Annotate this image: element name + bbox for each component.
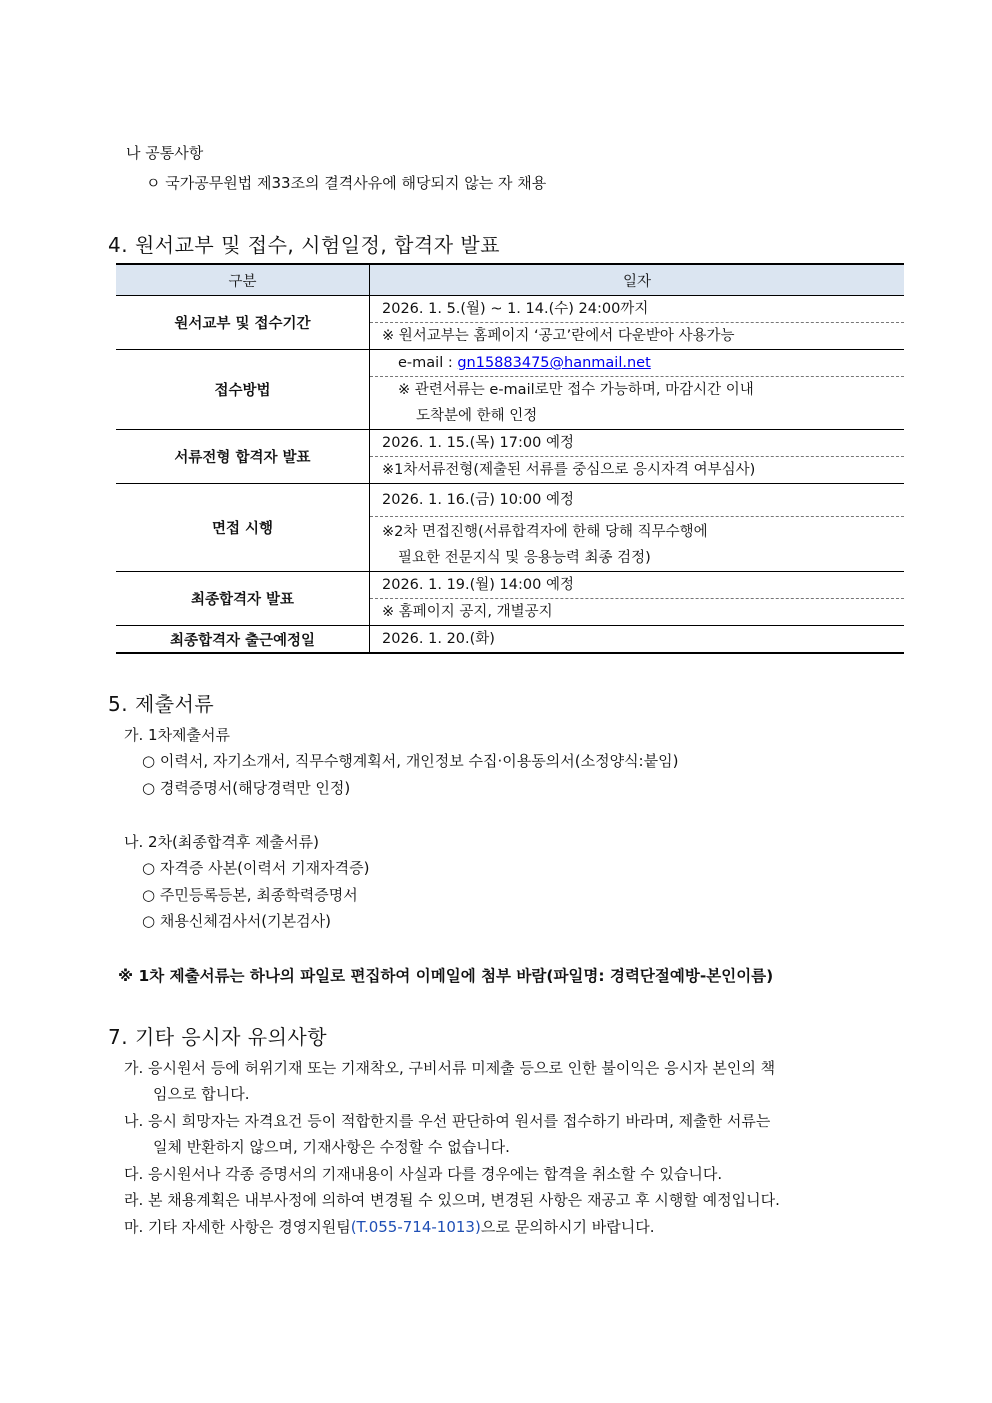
table-header-row [116, 264, 904, 296]
list-item: ○ 자격증 사본(이력서 기재자격증) [142, 859, 370, 877]
row-note-line: ※ 홈페이지 공지, 개별공지 [382, 604, 553, 620]
section5-title: 5. 제출서류 [108, 692, 215, 716]
contact-prefix: 마. 기타 자세한 사항은 경영지원팀 [124, 1218, 351, 1236]
row-date-cell [370, 350, 905, 430]
row-note-line: ※ 원서교부는 홈페이지 ‘공고’란에서 다운받아 사용가능 [382, 328, 735, 344]
docs-second-heading: 나. 2차(최종합격후 제출서류) [124, 833, 319, 851]
header-date: 일자 [370, 264, 905, 296]
row-note-line: 필요한 전문지식 및 응용능력 최종 검정) [398, 550, 651, 566]
row-note-line: ※ 관련서류는 e-mail로만 접수 가능하며, 마감시간 이내 [398, 382, 754, 398]
table-row [116, 572, 904, 626]
row-date-line: 2026. 1. 16.(금) 10:00 예정 [370, 484, 904, 517]
table-row [116, 430, 904, 484]
row-date-cell [370, 572, 905, 626]
row-note-line: ※1차서류전형(제출된 서류를 중심으로 응시자격 여부심사) [382, 462, 756, 478]
notice-item [124, 1216, 655, 1237]
list-item: ○ 채용신체검사서(기본검사) [142, 912, 331, 930]
notice-item: 다. 응시원서나 각종 증명서의 기재내용이 사실과 다를 경우에는 합격을 취소할 수 있습니다. [124, 1165, 723, 1183]
row-date-cell [370, 430, 905, 484]
common-heading: 나 공통사항 [126, 144, 204, 162]
table-row [116, 296, 904, 350]
row-date-line: 2026. 1. 5.(월) ~ 1. 14.(수) 24:00까지 [370, 296, 904, 323]
row-date-line: 2026. 1. 15.(목) 17:00 예정 [370, 430, 904, 457]
row-date-cell [370, 626, 905, 654]
row-label: 접수방법 [116, 350, 370, 430]
row-label: 최종합격자 출근예정일 [116, 626, 370, 654]
email-line [370, 350, 904, 377]
row-date-cell [370, 296, 905, 350]
row-label: 최종합격자 발표 [116, 572, 370, 626]
header-category: 구분 [116, 264, 370, 296]
notice-item: 라. 본 채용계획은 내부사정에 의하여 변경될 수 있으며, 변경된 사항은 재공고 후 시행할 예정입니다. [124, 1191, 780, 1209]
email-link[interactable]: gn15883475@hanmail.net [457, 355, 651, 371]
row-date-cell [370, 484, 905, 572]
submission-note: ※ 1차 제출서류는 하나의 파일로 편집하여 이메일에 첨부 바람(파일명: 경력단절예방-본인이름) [118, 967, 774, 985]
list-item: ○ 이력서, 자기소개서, 직무수행계획서, 개인정보 수집·이용동의서(소정양식:붙임) [142, 752, 679, 770]
contact-suffix: 으로 문의하시기 바랍니다. [480, 1218, 655, 1236]
docs-first-heading: 가. 1차제출서류 [124, 726, 231, 744]
common-item: ㅇ 국가공무원법 제33조의 결격사유에 해당되지 않는 자 채용 [146, 174, 547, 192]
contact-phone: (T.055-714-1013) [350, 1218, 481, 1236]
row-note-line: ※2차 면접진행(서류합격자에 한해 당해 직무수행에 [382, 524, 708, 540]
notice-item: 나. 응시 희망자는 자격요건 등이 적합한지를 우선 판단하여 원서를 접수하기 바라며, 제출한 서류는 [124, 1112, 771, 1130]
list-item: ○ 경력증명서(해당경력만 인정) [142, 779, 351, 797]
row-label: 면접 시행 [116, 484, 370, 572]
table-row [116, 626, 904, 654]
schedule-table [116, 263, 904, 654]
row-note-line: 도착분에 한해 인정 [416, 408, 538, 424]
list-item: ○ 주민등록등본, 최종학력증명서 [142, 886, 358, 904]
row-date-line: 2026. 1. 20.(화) [382, 631, 495, 647]
row-date-line: 2026. 1. 19.(월) 14:00 예정 [370, 572, 904, 599]
table-row [116, 350, 904, 430]
section4-title: 4. 원서교부 및 접수, 시험일정, 합격자 발표 [108, 233, 501, 257]
section7-title: 7. 기타 응시자 유의사항 [108, 1025, 328, 1049]
row-label: 원서교부 및 접수기간 [116, 296, 370, 350]
notice-item-cont: 일체 반환하지 않으며, 기재사항은 수정할 수 없습니다. [153, 1138, 510, 1156]
email-prefix: e-mail : [398, 355, 458, 371]
table-row [116, 484, 904, 572]
notice-item: 가. 응시원서 등에 허위기재 또는 기재착오, 구비서류 미제출 등으로 인한 불이익은 응시자 본인의 책 [124, 1059, 776, 1077]
notice-item-cont: 임으로 합니다. [153, 1085, 250, 1103]
row-label: 서류전형 합격자 발표 [116, 430, 370, 484]
